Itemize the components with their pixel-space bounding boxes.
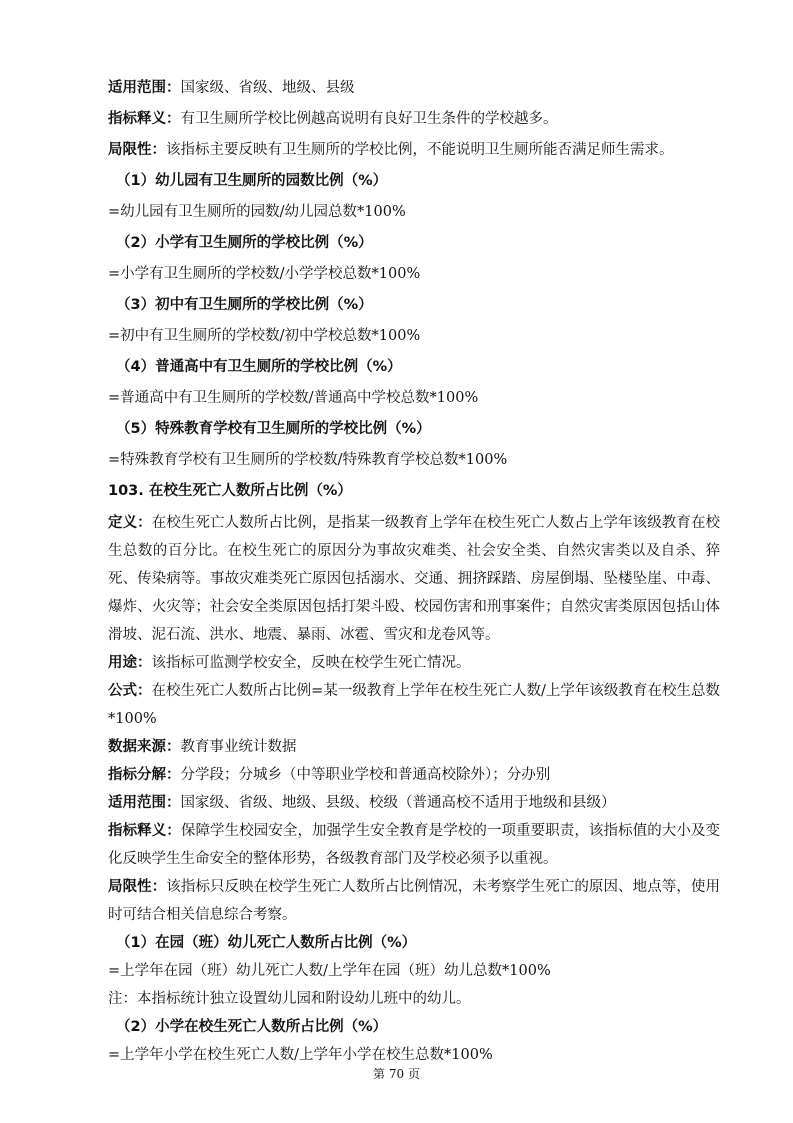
usage-text: 该指标可监测学校安全，反映在校学生死亡情况。 bbox=[151, 655, 471, 671]
interpretation-line bbox=[108, 109, 720, 129]
item1-title: （1）在园（班）幼儿死亡人数所占比例（%） bbox=[116, 935, 417, 951]
breakdown-label: 指标分解： bbox=[108, 767, 181, 783]
source-paragraph bbox=[108, 733, 720, 761]
limitation-line bbox=[108, 140, 720, 160]
formula-paragraph bbox=[108, 677, 720, 733]
definition-paragraph bbox=[108, 509, 720, 649]
item-formula: =幼儿园有卫生厕所的园数/幼儿园总数*100% bbox=[108, 204, 406, 220]
scope-text: 国家级、省级、地级、县级 bbox=[180, 80, 355, 96]
limitation-text: 该指标主要反映有卫生厕所的学校比例，不能说明卫生厕所能否满足师生需求。 bbox=[166, 142, 674, 158]
section-limitation-label: 局限性： bbox=[108, 879, 167, 895]
item-title: （5）特殊教育学校有卫生厕所的学校比例（%） bbox=[116, 421, 431, 437]
item-formula: =小学有卫生厕所的学校数/小学学校总数*100% bbox=[108, 266, 421, 282]
definition-label: 定义： bbox=[108, 515, 152, 531]
item-formula: =初中有卫生厕所的学校数/初中学校总数*100% bbox=[108, 328, 421, 344]
section-scope-paragraph bbox=[108, 789, 720, 817]
interpretation-text: 有卫生厕所学校比例越高说明有良好卫生条件的学校越多。 bbox=[180, 111, 558, 127]
source-label: 数据来源： bbox=[108, 739, 181, 755]
section-interpretation-text: 保障学生校园安全，加强学生安全教育是学校的一项重要职责，该指标值的大小及变化反映学生生命安全的整体形势，各级教育部门及学校必须予以重视。 bbox=[108, 823, 721, 867]
scope-label: 适用范围： bbox=[108, 80, 181, 96]
breakdown-text: 分学段；分城乡（中等职业学校和普通高校除外）；分办别 bbox=[180, 767, 551, 783]
item-formula: =普通高中有卫生厕所的学校数/普通高中学校总数*100% bbox=[108, 390, 479, 406]
scope-line bbox=[108, 78, 720, 98]
item1-note: 注：本指标统计独立设置幼儿园和附设幼儿班中的幼儿。 bbox=[108, 991, 471, 1007]
item-formula: =特殊教育学校有卫生厕所的学校数/特殊教育学校总数*100% bbox=[108, 452, 508, 468]
source-text: 教育事业统计数据 bbox=[180, 739, 297, 755]
item1-formula: =上学年在园（班）幼儿死亡人数/上学年在园（班）幼儿总数*100% bbox=[108, 963, 551, 979]
usage-paragraph bbox=[108, 649, 720, 677]
section-limitation-text: 该指标只反映在校学生死亡人数所占比例情况，未考察学生死亡的原因、地点等，使用时可结合相关信息综合考察。 bbox=[108, 879, 721, 923]
page-number: 第 70 页 bbox=[373, 1067, 420, 1081]
item-title: （4）普通高中有卫生厕所的学校比例（%） bbox=[116, 359, 402, 375]
document-page bbox=[108, 78, 720, 1069]
item-title: （3）初中有卫生厕所的学校比例（%） bbox=[116, 297, 373, 313]
item2-title: （2）小学在校生死亡人数所占比例（%） bbox=[116, 1019, 388, 1035]
item2-formula: =上学年小学在校生死亡人数/上学年小学在校生总数*100% bbox=[108, 1047, 493, 1063]
section-scope-label: 适用范围： bbox=[108, 795, 181, 811]
section-interpretation-label: 指标释义： bbox=[108, 823, 181, 839]
formula-label: 公式： bbox=[108, 683, 152, 699]
section-heading: 103. 在校生死亡人数所占比例（%） bbox=[108, 483, 352, 499]
item-title: （1）幼儿园有卫生厕所的园数比例（%） bbox=[116, 173, 388, 189]
interpretation-label: 指标释义： bbox=[108, 111, 181, 127]
usage-label: 用途： bbox=[108, 655, 152, 671]
section-limitation-paragraph bbox=[108, 873, 720, 929]
section-interpretation-paragraph bbox=[108, 817, 720, 873]
limitation-label: 局限性： bbox=[108, 142, 166, 158]
section-scope-text: 国家级、省级、地级、县级、校级（普通高校不适用于地级和县级） bbox=[180, 795, 616, 811]
breakdown-paragraph bbox=[108, 761, 720, 789]
formula-text: 在校生死亡人数所占比例=某一级教育上学年在校生死亡人数/上学年该级教育在校生总数*100% bbox=[108, 683, 721, 727]
item-title: （2）小学有卫生厕所的学校比例（%） bbox=[116, 235, 373, 251]
definition-text: 在校生死亡人数所占比例，是指某一级教育上学年在校生死亡人数占上学年该级教育在校生总数的百分比。在校生死亡的原因分为事故灾难类、社会安全类、自然灾害类以及自杀、猝死、传染病等。事故灾难类死亡原因包括溺水、交通、拥挤踩踏、房屋倒塌、坠楼坠崖、中毒、爆炸、火灾等；社会安全类原因包括打架斗殴、校园伤害和刑事案件；自然灾害类原因包括山体滑坡、泥石流、洪水、地震、暴雨、冰雹、雪灾和龙卷风等。 bbox=[108, 515, 721, 643]
